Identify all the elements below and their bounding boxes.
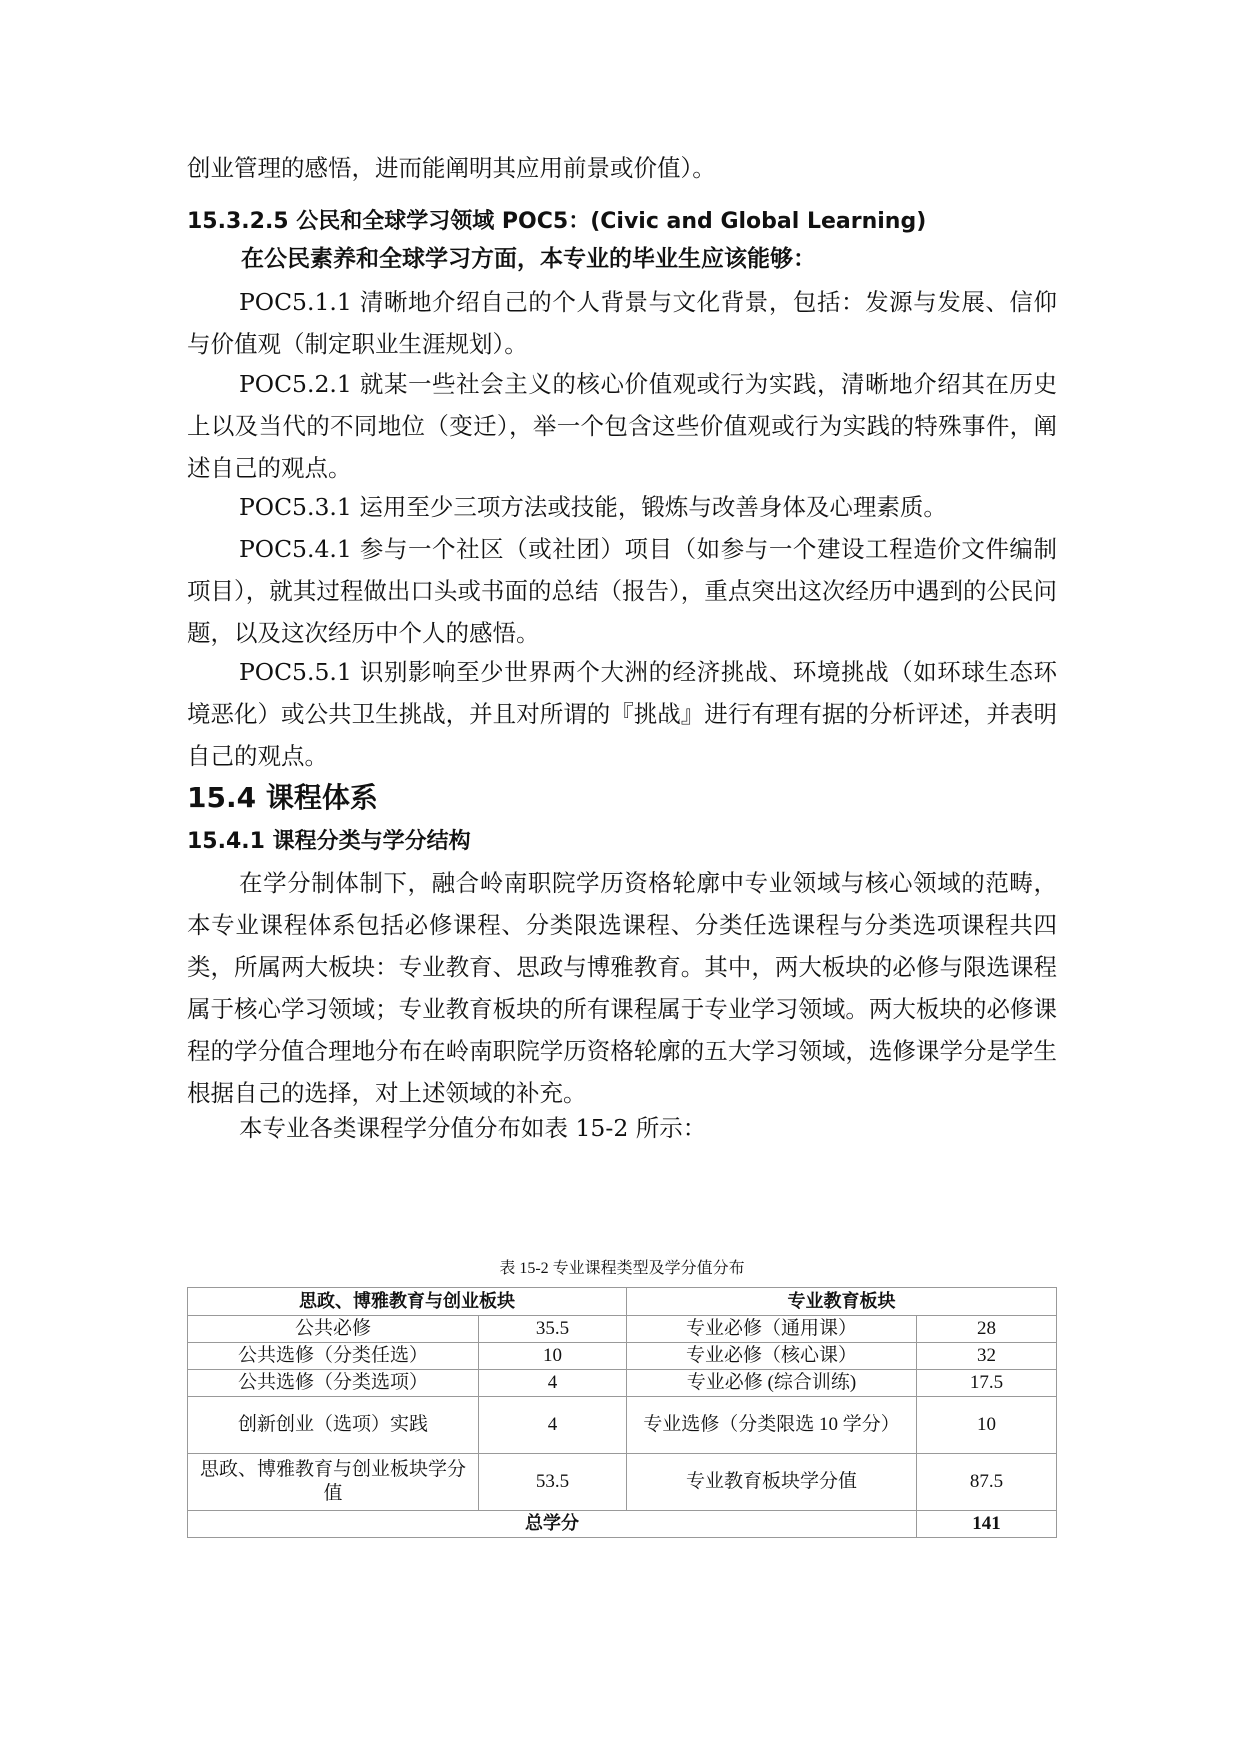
paragraph-table-reference: 本专业各类课程学分值分布如表 15-2 所示：	[239, 1114, 707, 1142]
cell-right-value: 87.5	[917, 1454, 1057, 1511]
cell-right-name: 专业选修（分类限选 10 学分）	[627, 1397, 917, 1454]
header-left-block: 思政、博雅教育与创业板块	[188, 1288, 627, 1316]
cell-left-name: 公共选修（分类任选）	[188, 1343, 479, 1370]
table-total-row	[188, 1511, 1057, 1538]
table-caption: 表 15-2 专业课程类型及学分值分布	[499, 1260, 745, 1277]
cell-right-name: 专业必修 (综合训练)	[627, 1370, 917, 1397]
cell-left-name: 公共必修	[188, 1316, 479, 1343]
cell-left-name: 公共选修（分类选项）	[188, 1370, 479, 1397]
paragraph-poc5-4-1: POC5.4.1 参与一个社区（或社团）项目（如参与一个建设工程造价文件编制项目），就其过程做出口头或书面的总结（报告），重点突出这次经历中遇到的公民问题，以及这次经历中个人的感悟。	[187, 535, 1057, 647]
paragraph-intro: 创业管理的感悟，进而能阐明其应用前景或价值）。	[187, 154, 716, 182]
paragraph-poc5-3-1: POC5.3.1 运用至少三项方法或技能，锻炼与改善身体及心理素质。	[239, 493, 947, 521]
table-row	[188, 1370, 1057, 1397]
cell-right-name: 专业必修（通用课）	[627, 1316, 917, 1343]
total-label: 总学分	[188, 1511, 917, 1538]
total-value: 141	[917, 1511, 1057, 1538]
cell-left-name: 创新创业（选项）实践	[188, 1397, 479, 1454]
cell-left-value: 4	[479, 1370, 627, 1397]
credit-distribution-table	[187, 1287, 1057, 1538]
table-header-row	[188, 1288, 1057, 1316]
subheading-civic-competence: 在公民素养和全球学习方面，本专业的毕业生应该能够：	[241, 246, 816, 272]
section-heading-15-4: 15.4 课程体系	[187, 781, 378, 814]
table-row	[188, 1397, 1057, 1454]
cell-left-value: 35.5	[479, 1316, 627, 1343]
table-row	[188, 1454, 1057, 1511]
table-row	[188, 1343, 1057, 1370]
paragraph-poc5-2-1: POC5.2.1 就某一些社会主义的核心价值观或行为实践，清晰地介绍其在历史上以及当代的不同地位（变迁），举一个包含这些价值观或行为实践的特殊事件，阐述自己的观点。	[187, 370, 1057, 482]
header-right-block: 专业教育板块	[627, 1288, 1057, 1316]
cell-right-value: 32	[917, 1343, 1057, 1370]
cell-left-value: 10	[479, 1343, 627, 1370]
section-heading-15-3-2-5: 15.3.2.5 公民和全球学习领域 POC5：(Civic and Global Learning)	[187, 209, 927, 234]
table-row	[188, 1316, 1057, 1343]
cell-right-value: 10	[917, 1397, 1057, 1454]
cell-right-name: 专业必修（核心课）	[627, 1343, 917, 1370]
cell-left-value: 4	[479, 1397, 627, 1454]
cell-left-name: 思政、博雅教育与创业板块学分值	[188, 1454, 479, 1511]
cell-right-value: 17.5	[917, 1370, 1057, 1397]
cell-left-value: 53.5	[479, 1454, 627, 1511]
paragraph-course-structure: 在学分制体制下，融合岭南职院学历资格轮廓中专业领域与核心领域的范畴，本专业课程体系包括必修课程、分类限选课程、分类任选课程与分类选项课程共四类，所属两大板块：专业教育、思政与博雅教育。其中，两大板块的必修与限选课程属于核心学习领域；专业教育板块的所有课程属于专业学习领域。两大板块的必修课程的学分值合理地分布在岭南职院学历资格轮廓的五大学习领域，选修课学分是学生根据自己的选择，对上述领域的补充。	[187, 869, 1057, 1107]
paragraph-poc5-5-1: POC5.5.1 识别影响至少世界两个大洲的经济挑战、环境挑战（如环球生态环境恶化）或公共卫生挑战，并且对所谓的『挑战』进行有理有据的分析评述，并表明自己的观点。	[187, 658, 1057, 770]
cell-right-name: 专业教育板块学分值	[627, 1454, 917, 1511]
paragraph-poc5-1-1: POC5.1.1 清晰地介绍自己的个人背景与文化背景，包括：发源与发展、信仰与价值观（制定职业生涯规划）。	[187, 288, 1057, 358]
section-heading-15-4-1: 15.4.1 课程分类与学分结构	[187, 829, 471, 854]
cell-right-value: 28	[917, 1316, 1057, 1343]
